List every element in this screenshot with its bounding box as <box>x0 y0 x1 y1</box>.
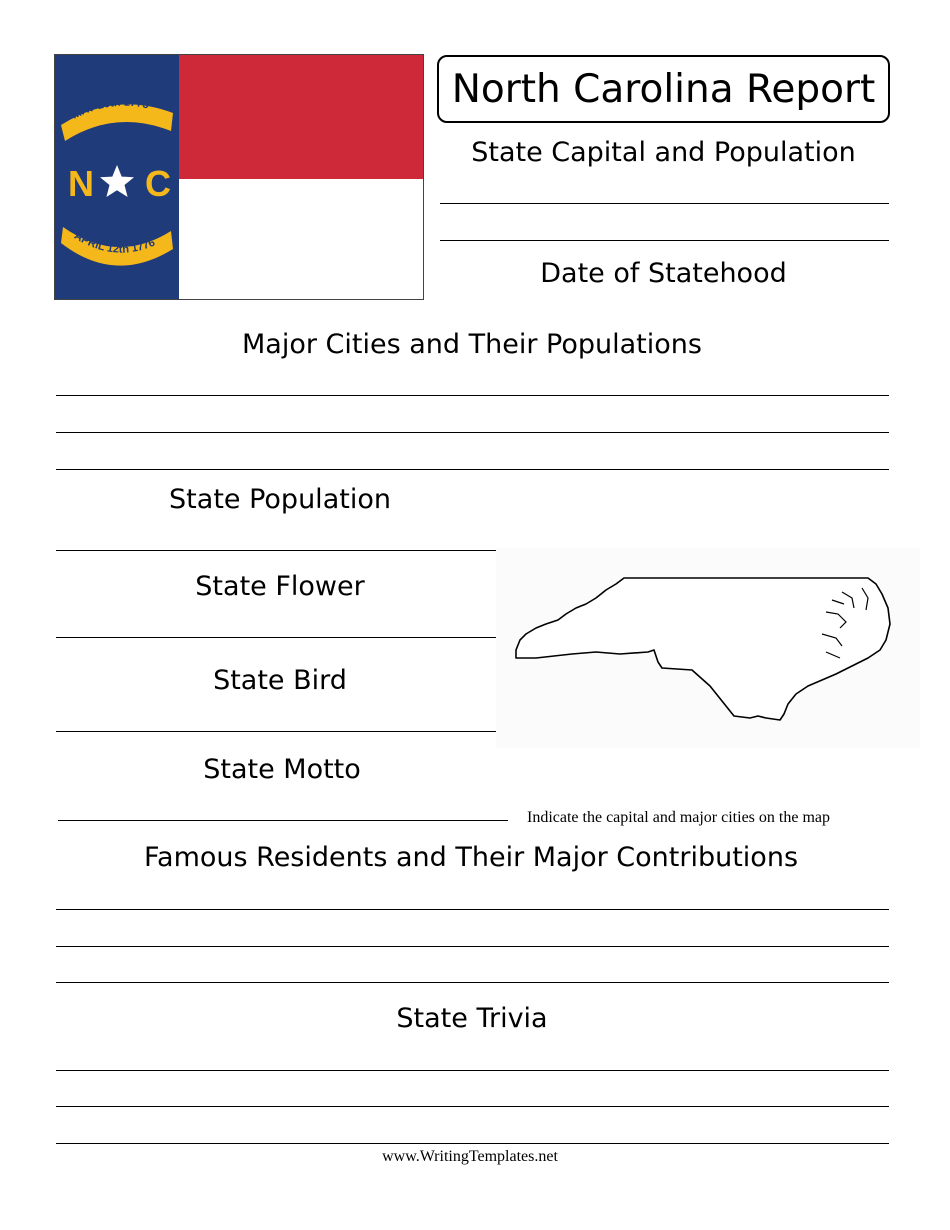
answer-line[interactable] <box>56 731 496 732</box>
answer-line[interactable] <box>440 240 889 241</box>
answer-line[interactable] <box>56 1070 889 1071</box>
heading-state-population: State Population <box>169 484 391 515</box>
flag-letter-c: C <box>145 163 171 204</box>
heading-state-capital: State Capital and Population <box>471 137 856 168</box>
heading-state-motto: State Motto <box>203 754 361 785</box>
answer-line[interactable] <box>58 820 508 821</box>
answer-line[interactable] <box>56 395 889 396</box>
answer-line[interactable] <box>56 1143 889 1144</box>
flag-white-bar <box>179 179 423 299</box>
heading-state-flower: State Flower <box>195 571 365 602</box>
north-carolina-outline-icon <box>496 548 920 748</box>
answer-line[interactable] <box>56 1106 889 1107</box>
answer-line[interactable] <box>56 550 496 551</box>
answer-line[interactable] <box>56 982 889 983</box>
state-map[interactable] <box>496 548 920 748</box>
flag-emblem <box>55 55 179 300</box>
heading-famous-residents: Famous Residents and Their Major Contributions <box>143 842 799 873</box>
heading-state-bird: State Bird <box>213 665 347 696</box>
state-flag <box>54 54 424 300</box>
flag-red-bar <box>179 55 423 179</box>
heading-state-trivia: State Trivia <box>396 1003 548 1034</box>
answer-line[interactable] <box>56 469 889 470</box>
star-icon <box>100 165 134 197</box>
footer-website: www.WritingTemplates.net <box>382 1148 558 1165</box>
answer-line[interactable] <box>56 432 889 433</box>
answer-line[interactable] <box>56 909 889 910</box>
answer-line[interactable] <box>56 637 496 638</box>
answer-line[interactable] <box>56 946 889 947</box>
flag-bottom-ribbon-text: APRIL 12th 1776 <box>72 229 157 256</box>
answer-line[interactable] <box>440 203 889 204</box>
map-caption: Indicate the capital and major cities on the map <box>527 809 830 826</box>
heading-date-of-statehood: Date of Statehood <box>540 258 787 289</box>
heading-major-cities: Major Cities and Their Populations <box>242 329 702 360</box>
flag-top-ribbon-text: MAY 20th 1775 <box>70 96 150 122</box>
report-title: North Carolina Report <box>437 55 890 123</box>
flag-letter-n: N <box>68 163 94 204</box>
